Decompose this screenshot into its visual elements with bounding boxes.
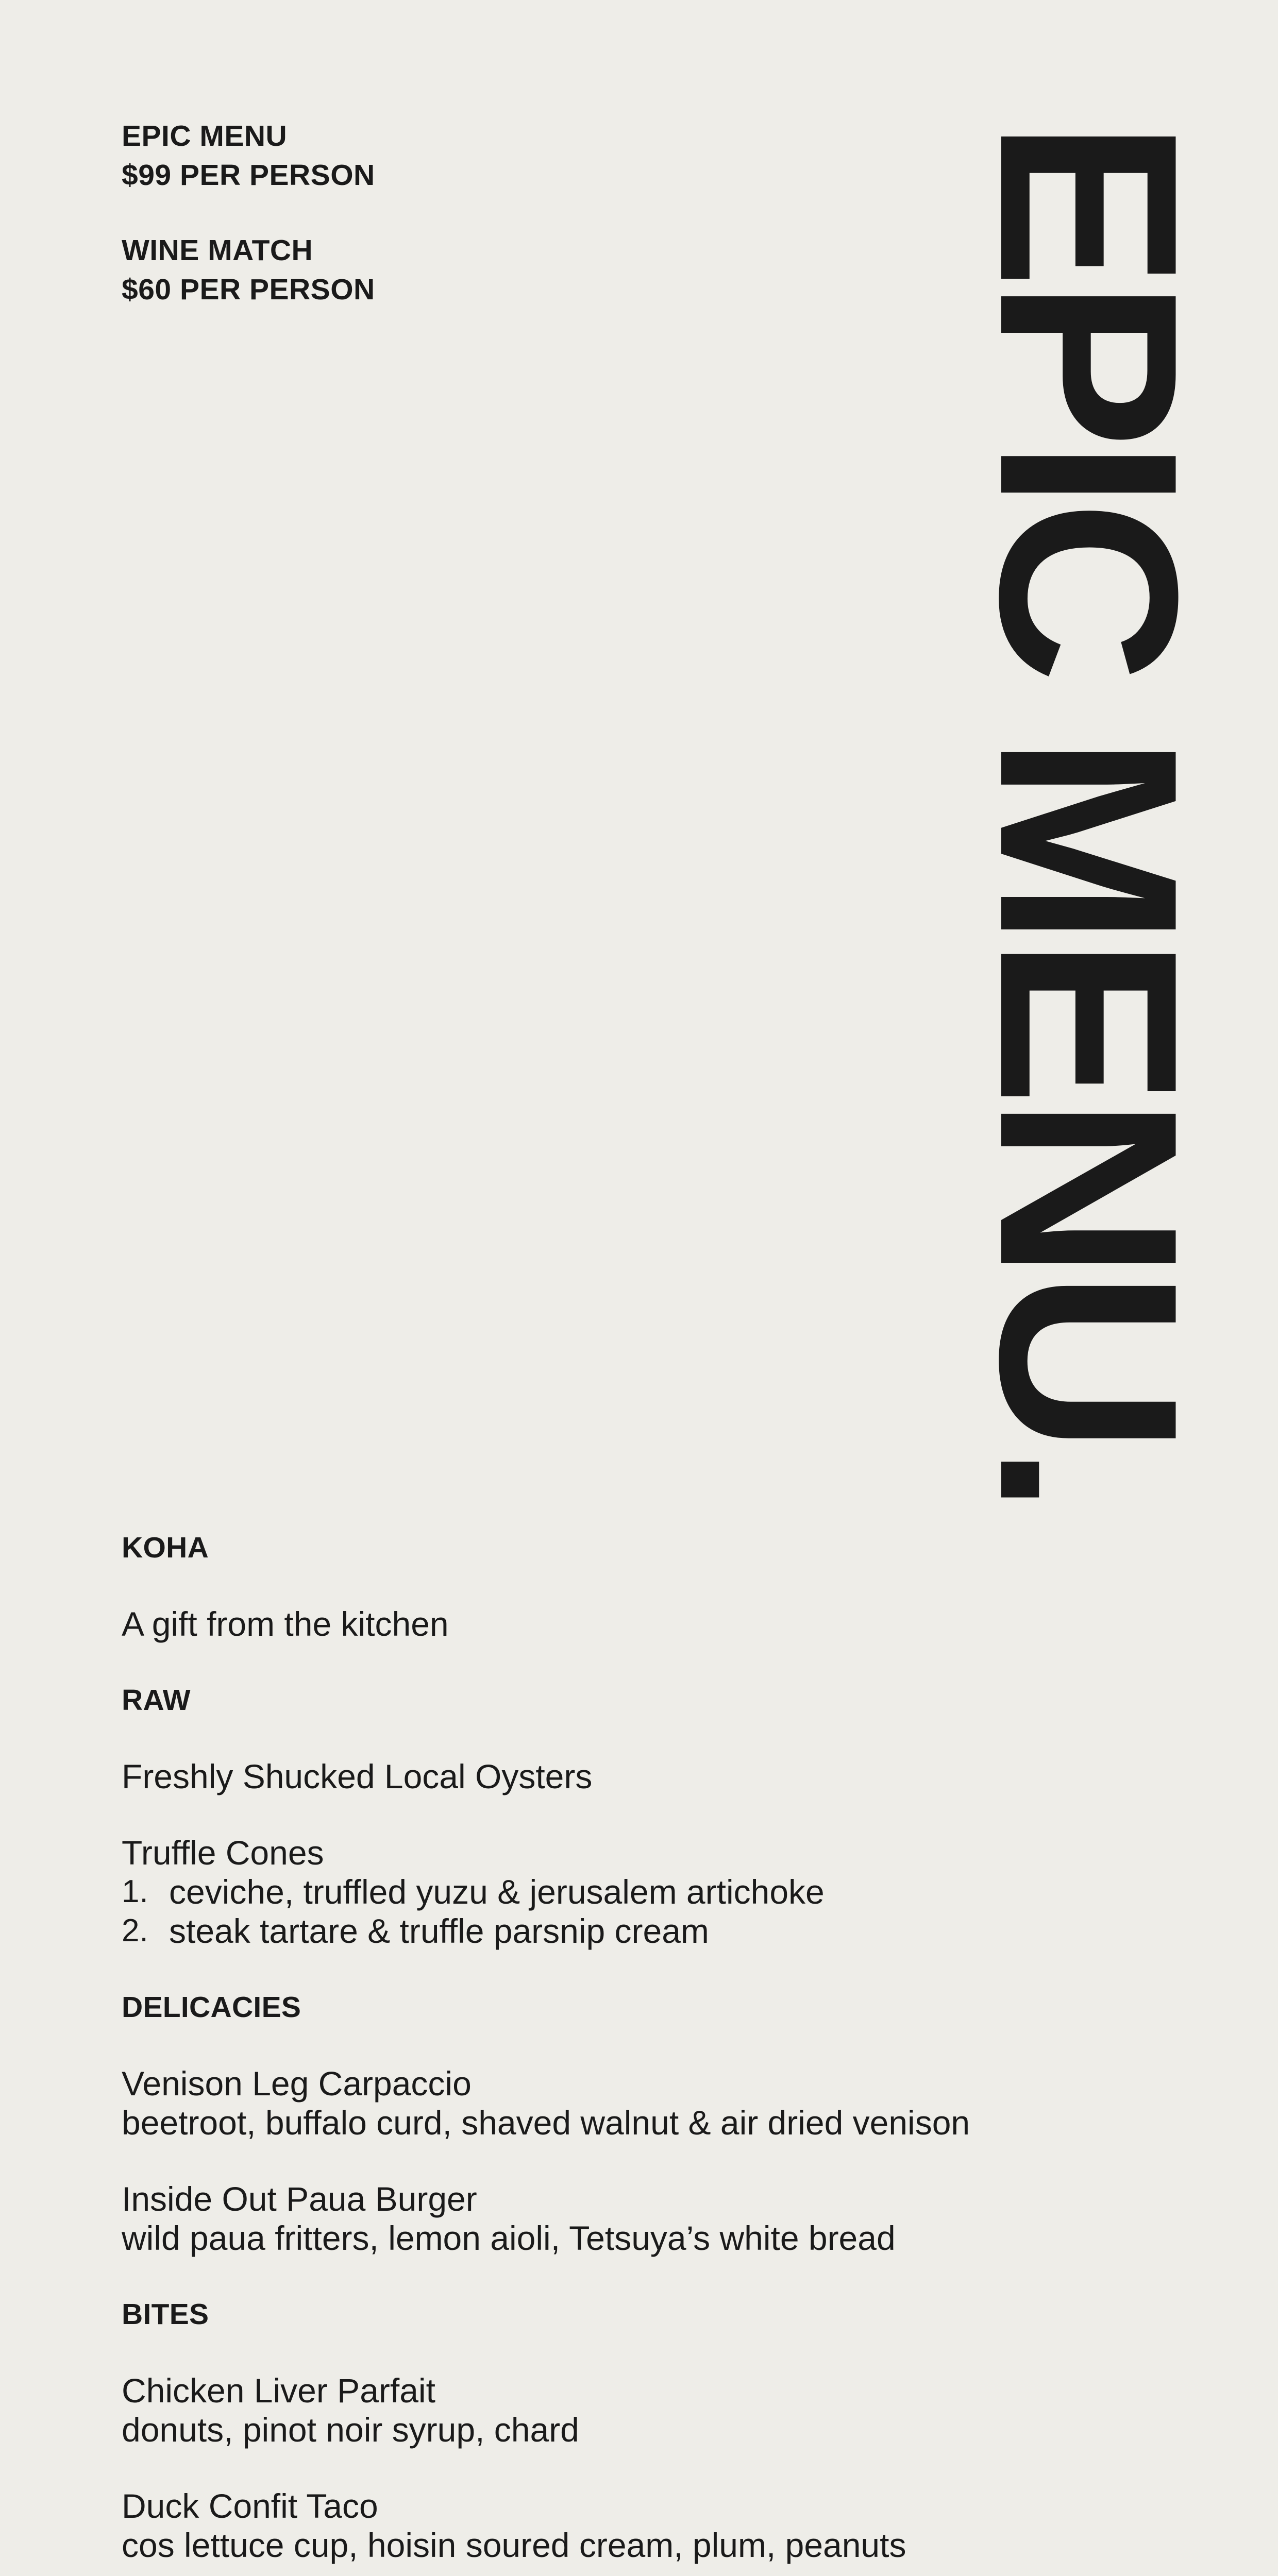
dish-name: Venison Leg Carpaccio (122, 2064, 472, 2103)
section-bites (122, 2295, 1152, 2565)
dish-name: Inside Out Paua Burger (122, 2180, 477, 2218)
dish (122, 1757, 1152, 1796)
section-title: BITES (122, 2298, 209, 2331)
dish (122, 2486, 1152, 2565)
dish-name: Duck Confit Taco (122, 2487, 378, 2525)
dish-description: cos lettuce cup, hoisin soured cream, plum, peanuts (122, 2526, 906, 2564)
list-item (122, 1872, 1152, 1911)
dish-name: A gift from the kitchen (122, 1605, 449, 1643)
vertical-title: EPIC MENU. (947, 120, 1230, 1506)
dish-description: wild paua fritters, lemon aioli, Tetsuya’s white bread (122, 2219, 896, 2257)
menu-price-block (122, 116, 740, 195)
dish-name: Chicken Liver Parfait (122, 2371, 435, 2410)
dish (122, 2371, 1152, 2449)
wine-price-block (122, 231, 740, 309)
section-title: DELICACIES (122, 1991, 301, 2024)
wine-label: WINE MATCH (122, 234, 313, 267)
wine-price: $60 PER PERSON (122, 273, 375, 306)
list-text: steak tartare & truffle parsnip cream (169, 1912, 709, 1950)
dish-description: beetroot, buffalo curd, shaved walnut & air dried venison (122, 2104, 970, 2142)
list-number: 2. (122, 1913, 148, 1948)
vertical-title-container (947, 120, 1230, 1572)
dish (122, 2179, 1152, 2258)
list-text: ceviche, truffled yuzu & jerusalem artichoke (169, 1873, 825, 1911)
section-koha (122, 1528, 1152, 1643)
section-title: RAW (122, 1684, 191, 1717)
dish (122, 1833, 1152, 1951)
numbered-list (122, 1872, 1152, 1951)
menu-list (122, 1528, 1152, 2576)
dish-name: Truffle Cones (122, 1834, 324, 1872)
dish (122, 1604, 1152, 1643)
list-item (122, 1911, 1152, 1951)
section-title: KOHA (122, 1531, 209, 1564)
pricing-block (122, 116, 740, 345)
dish (122, 2064, 1152, 2142)
section-raw (122, 1681, 1152, 1951)
dish-description: donuts, pinot noir syrup, chard (122, 2411, 579, 2449)
menu-price: $99 PER PERSON (122, 159, 375, 192)
section-delicacies (122, 1988, 1152, 2258)
menu-label: EPIC MENU (122, 120, 288, 152)
list-number: 1. (122, 1874, 148, 1909)
dish-name: Freshly Shucked Local Oysters (122, 1757, 593, 1795)
